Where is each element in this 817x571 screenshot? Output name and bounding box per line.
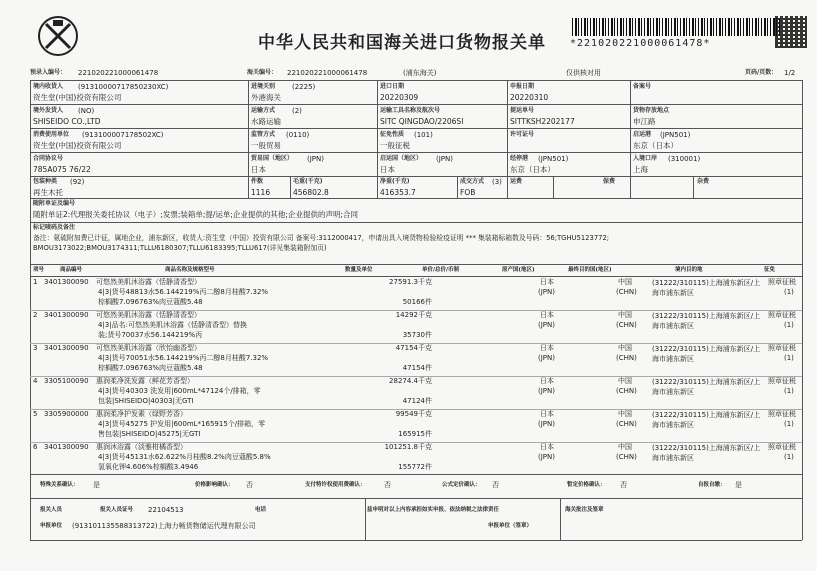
item-description-line: 可悠然美肌沐浴露（恬静清香型） [96, 278, 201, 286]
item-qty-secondary: 155772件 [398, 463, 432, 471]
col-price: 单价/总价/币制 [422, 267, 460, 273]
shipper-name: SHISEIDO CO.,LTD [33, 117, 101, 126]
item-dest: 中国 [618, 410, 632, 418]
consignee-label: 境内收货人 [33, 83, 64, 90]
col-no: 项号 [33, 267, 45, 273]
item-levy: 照章征税 [768, 410, 796, 418]
supervision-code: (0110) [286, 131, 310, 139]
col-origin: 原产国(地区) [502, 267, 535, 273]
record-no-label: 备案号 [633, 83, 652, 90]
item-dest-code: (CHN) [616, 321, 637, 329]
item-origin: 日本 [540, 443, 554, 451]
supervision-label: 监管方式 [251, 131, 276, 138]
item-origin: 日本 [540, 377, 554, 385]
provisional-label: 暂定价格确认： [567, 482, 606, 488]
item-origin-code: (JPN) [538, 453, 555, 461]
item-description-line: 装;货号70037水56.144219%丙 [98, 331, 203, 339]
phone-label: 电话 [255, 507, 267, 513]
declarant-cert-label: 报关人员证号 [100, 507, 134, 513]
entry-port-label: 进境关别 [251, 83, 276, 90]
origin-country-label: 启运国（地区） [380, 155, 423, 162]
item-qty-primary: 28274.4千克 [389, 377, 432, 385]
transport-mode: 水路运输 [251, 117, 281, 126]
item-description-line: 惠润沐浴露（淡雅柑橘香型） [96, 443, 187, 451]
item-dest: 中国 [618, 443, 632, 451]
pre-entry-number: 221020221000061478 [78, 69, 159, 77]
special-relation-label: 特殊关系确认： [40, 482, 79, 488]
consumer-label: 消费使用单位 [33, 131, 70, 138]
storage: 申江路 [633, 117, 656, 126]
shipper-code: (NO) [78, 107, 95, 115]
item-description-line: 氢氧化钾4.606%棕榈酸3.4946 [98, 463, 199, 471]
price-impact: 否 [246, 481, 253, 489]
pieces-label: 件数 [251, 178, 264, 185]
item-no: 3 [33, 344, 38, 352]
docs-label: 随附单证及编号 [33, 200, 76, 207]
item-no: 6 [33, 443, 38, 451]
item-levy: 照章征税 [768, 377, 796, 385]
item-description-line: 可悠然美肌沐浴露（欣怡幽香型） [96, 344, 201, 352]
item-separator [30, 376, 802, 377]
item-dest-code: (CHN) [616, 288, 637, 296]
levy-nature-code: (101) [414, 131, 433, 139]
item-no: 5 [33, 410, 38, 418]
entry-place-code: (310001) [668, 155, 701, 163]
customs-remarks-label: 海关批注及签章 [565, 507, 604, 513]
formula-label: 公式定价确认： [442, 482, 481, 488]
item-dest: 中国 [618, 311, 632, 319]
item-qty-primary: 47154千克 [395, 344, 432, 352]
transit-port-label: 经停港 [510, 155, 529, 162]
royalty: 否 [384, 481, 391, 489]
form-title: 中华人民共和国海关进口货物报关单 [258, 33, 546, 53]
package-label: 包装种类 [33, 178, 58, 185]
item-qty-secondary: 35730件 [402, 331, 432, 339]
item-domestic: (31222/310115)上海浦东新区/上海市浦东新区 [652, 345, 761, 363]
item-separator [30, 442, 802, 443]
item-description-line: 4|3|货号70051水56.144219%丙二醇8月桂酸7.32% [98, 354, 269, 362]
item-code: 3401300090 [44, 311, 89, 319]
col-levy: 征免 [764, 267, 776, 273]
terms: FOB [460, 188, 476, 197]
item-qty-secondary: 47154件 [402, 364, 432, 372]
remarks-line-1: 备注：氨硫附加费已计征，属地企业，浦东新区，收货人:资生堂（中国）投资有限公司 备案号:3112000417，申请出具入境货物检验检疫证明 *** 集装箱标箱数及号码：56;TGHU5123772; [33, 234, 610, 242]
gross-weight-label: 毛重(千克) [293, 178, 323, 185]
item-dest-code: (CHN) [616, 420, 637, 428]
item-description-line: 惠润柔净洗发露（鲜花芳香型） [96, 377, 194, 385]
docs-text: 随附单证2:代理报关委托协议（电子）;发票;装箱单;提/运单;企业提供的其他;企业提供的声明;合同 [33, 210, 358, 219]
item-description-line: 4|3|货号48813水56.144219%丙二醇8月桂酸7.32% [98, 288, 269, 296]
royalty-label: 支付特许权使用费确认： [305, 482, 366, 488]
freight-label: 运费 [510, 178, 523, 185]
item-description-line: 4|3|货号40303 洗发用|600mL*47124个/排箱，零 [98, 387, 261, 395]
remarks-line-2: BMOU3173022;BMOU3174311;TLLU6180307;TLLU6183395;TLLU617(详见集装箱附加页) [33, 244, 327, 252]
self-pay: 是 [735, 481, 742, 489]
bill-no: SITTKSH2202177 [510, 117, 575, 126]
trade-country-code: (JPN) [307, 155, 324, 163]
qr-code [775, 16, 807, 48]
entry-place-label: 入境口岸 [633, 155, 658, 162]
item-origin-code: (JPN) [538, 288, 555, 296]
levy-nature: 一般征税 [380, 141, 410, 150]
item-description-line: 棕榈酸7.096763%肉豆蔻酸5.48 [98, 364, 203, 372]
contract-label: 合同协议号 [33, 155, 64, 162]
item-description-line: 惠润柔净护发素（绿野芳香） [96, 410, 187, 418]
item-origin-code: (JPN) [538, 321, 555, 329]
misc-label: 杂费 [697, 178, 710, 185]
customs-name: (浦东海关) [403, 69, 437, 77]
item-qty-primary: 99549千克 [395, 410, 432, 418]
item-dest-code: (CHN) [616, 354, 637, 362]
contract: 785A075 76/22 [33, 165, 91, 174]
item-dest: 中国 [618, 278, 632, 286]
item-origin: 日本 [540, 410, 554, 418]
shipper-label: 境外发货人 [33, 107, 64, 114]
item-qty-primary: 14292千克 [395, 311, 432, 319]
declare-date-label: 申报日期 [510, 83, 535, 90]
col-code: 商品编号 [60, 267, 83, 273]
item-levy-code: (1) [784, 354, 794, 362]
item-origin-code: (JPN) [538, 420, 555, 428]
item-domestic: (31222/310115)上海浦东新区/上海市浦东新区 [652, 411, 761, 429]
supervision: 一般贸易 [251, 141, 281, 150]
item-levy-code: (1) [784, 453, 794, 461]
import-date: 20220309 [380, 93, 419, 102]
net-weight: 416353.7 [380, 188, 416, 197]
trade-country-label: 贸易国（地区） [251, 155, 294, 162]
consignee-name: 资生堂(中国)投资有限公司 [33, 93, 122, 102]
transit-port-code: (JPN501) [538, 155, 569, 163]
item-levy: 照章征税 [768, 344, 796, 352]
page-value: 1/2 [784, 69, 796, 77]
item-description-line: 4|3|货号45131水62.622%月桂酸8.2%肉豆蔻酸5.8% [98, 453, 271, 461]
origin-country: 日本 [380, 165, 395, 174]
import-date-label: 进口日期 [380, 83, 405, 90]
insurance-label: 保费 [603, 178, 616, 185]
entry-port-code: (2225) [292, 83, 316, 91]
item-no: 2 [33, 311, 38, 319]
barcode-text: *221020221000061478* [570, 38, 711, 49]
declarant-label: 报关人员 [40, 507, 63, 513]
item-qty-primary: 27591.3千克 [389, 278, 432, 286]
item-origin-code: (JPN) [538, 354, 555, 362]
terms-label: 成交方式 [460, 178, 485, 185]
item-qty-secondary: 47124件 [402, 397, 432, 405]
item-levy-code: (1) [784, 387, 794, 395]
item-origin: 日本 [540, 278, 554, 286]
package-code: (92) [70, 178, 85, 186]
barcode [572, 18, 782, 36]
consumer-name: 资生堂(中国)投资有限公司 [33, 141, 122, 150]
gross-weight: 456802.8 [293, 188, 329, 197]
item-dest-code: (CHN) [616, 453, 637, 461]
col-domestic: 境内目的地 [675, 267, 703, 273]
col-dest: 最终目的国(地区) [568, 267, 612, 273]
transport-mode-label: 运输方式 [251, 107, 276, 114]
consumer-code: (913100007178502XC) [82, 131, 164, 139]
item-qty-secondary: 50166件 [402, 298, 432, 306]
item-description-line: 棕榈酸7.096763%肉豆蔻酸5.48 [98, 298, 203, 306]
col-name: 商品名称及规格型号 [165, 267, 215, 273]
unit-label: 申报单位 [40, 523, 63, 529]
transit-port: 东京（日本） [510, 165, 555, 174]
item-description-line: 售包装|SHISEIDO|45275|无GTI [98, 430, 201, 438]
item-separator [30, 409, 802, 410]
formula: 否 [492, 481, 499, 489]
copy-note: 仅供核对用 [566, 69, 601, 77]
item-origin-code: (JPN) [538, 387, 555, 395]
net-weight-label: 净重(千克) [380, 178, 410, 185]
conveyance-label: 运输工具名称及航次号 [380, 107, 441, 114]
pre-entry-label: 预录入编号： [30, 69, 67, 76]
item-domestic: (31222/310115)上海浦东新区/上海市浦东新区 [652, 378, 761, 396]
item-description-line: 4|3|货号45275 护发用|600mL*165915个/排箱，零 [98, 420, 266, 428]
declaring-unit: (913101135588313722)上海力畅货物储运代理有限公司 [72, 522, 256, 530]
remarks-label: 标记唛码及备注 [33, 224, 76, 231]
page-label: 页码/页数： [745, 69, 778, 76]
price-impact-label: 价格影响确认： [195, 482, 234, 488]
item-dest: 中国 [618, 344, 632, 352]
item-levy: 照章征税 [768, 311, 796, 319]
transport-mode-code: (2) [292, 107, 302, 115]
consignee-code: (91310000717850230XC) [78, 83, 169, 91]
item-no: 1 [33, 278, 38, 286]
item-levy-code: (1) [784, 321, 794, 329]
item-dest: 中国 [618, 377, 632, 385]
item-description-line: 4|3|品名:可悠然美肌沐浴露（恬静清香型）替换 [98, 321, 247, 329]
provisional: 否 [620, 481, 627, 489]
item-levy-code: (1) [784, 420, 794, 428]
item-code: 3401300090 [44, 443, 89, 451]
item-dest-code: (CHN) [616, 387, 637, 395]
origin-country-code: (JPN) [436, 155, 453, 163]
departure-port-code: (JPN501) [660, 131, 691, 139]
item-separator [30, 343, 802, 344]
license-label: 许可证号 [510, 131, 535, 138]
item-domestic: (31222/310115)上海浦东新区/上海市浦东新区 [652, 312, 761, 330]
levy-nature-label: 征免性质 [380, 131, 405, 138]
item-code: 3305900000 [44, 410, 89, 418]
declare-date: 20220310 [510, 93, 549, 102]
warehouse-icon [36, 14, 80, 58]
unit-seal-label: 申报单位（签章） [488, 523, 533, 529]
item-description-line: 可悠然美肌沐浴露（恬静清香型） [96, 311, 201, 319]
customs-number: 221020221000061478 [287, 69, 368, 77]
item-domestic: (31222/310115)上海浦东新区/上海市浦东新区 [652, 279, 761, 297]
bill-no-label: 提运单号 [510, 107, 535, 114]
item-levy: 照章征税 [768, 278, 796, 286]
statement: 兹申明对以上内容承担如实申报、依法纳税之法律责任 [367, 507, 500, 513]
item-no: 4 [33, 377, 38, 385]
package: 再生木托 [33, 188, 63, 197]
departure-port: 东京（日本） [633, 141, 678, 150]
departure-port-label: 启运港 [633, 131, 652, 138]
pieces: 1116 [251, 188, 271, 197]
col-qty: 数量及单位 [345, 267, 373, 273]
entry-place: 上海 [633, 165, 648, 174]
item-code: 3305100090 [44, 377, 89, 385]
item-code: 3401300090 [44, 344, 89, 352]
conveyance: SITC QINGDAO/2206SI [380, 117, 464, 126]
item-levy-code: (1) [784, 288, 794, 296]
item-description-line: 包装|SHISEIDO|40303|无GTI [98, 397, 194, 405]
item-qty-primary: 101251.8千克 [384, 443, 432, 451]
item-qty-secondary: 165915件 [398, 430, 432, 438]
self-pay-label: 自报自缴： [698, 482, 726, 488]
special-relation: 是 [93, 481, 100, 489]
item-origin: 日本 [540, 344, 554, 352]
entry-port: 外港海关 [251, 93, 281, 102]
item-domestic: (31222/310115)上海浦东新区/上海市浦东新区 [652, 444, 761, 462]
customs-no-label: 海关编号： [247, 69, 278, 76]
item-levy: 照章征税 [768, 443, 796, 451]
trade-country: 日本 [251, 165, 266, 174]
terms-code: (3) [492, 178, 502, 186]
item-separator [30, 310, 802, 311]
item-code: 3401300090 [44, 278, 89, 286]
declarant-cert: 22104513 [148, 506, 184, 514]
storage-label: 货物存放地点 [633, 107, 670, 114]
item-origin: 日本 [540, 311, 554, 319]
